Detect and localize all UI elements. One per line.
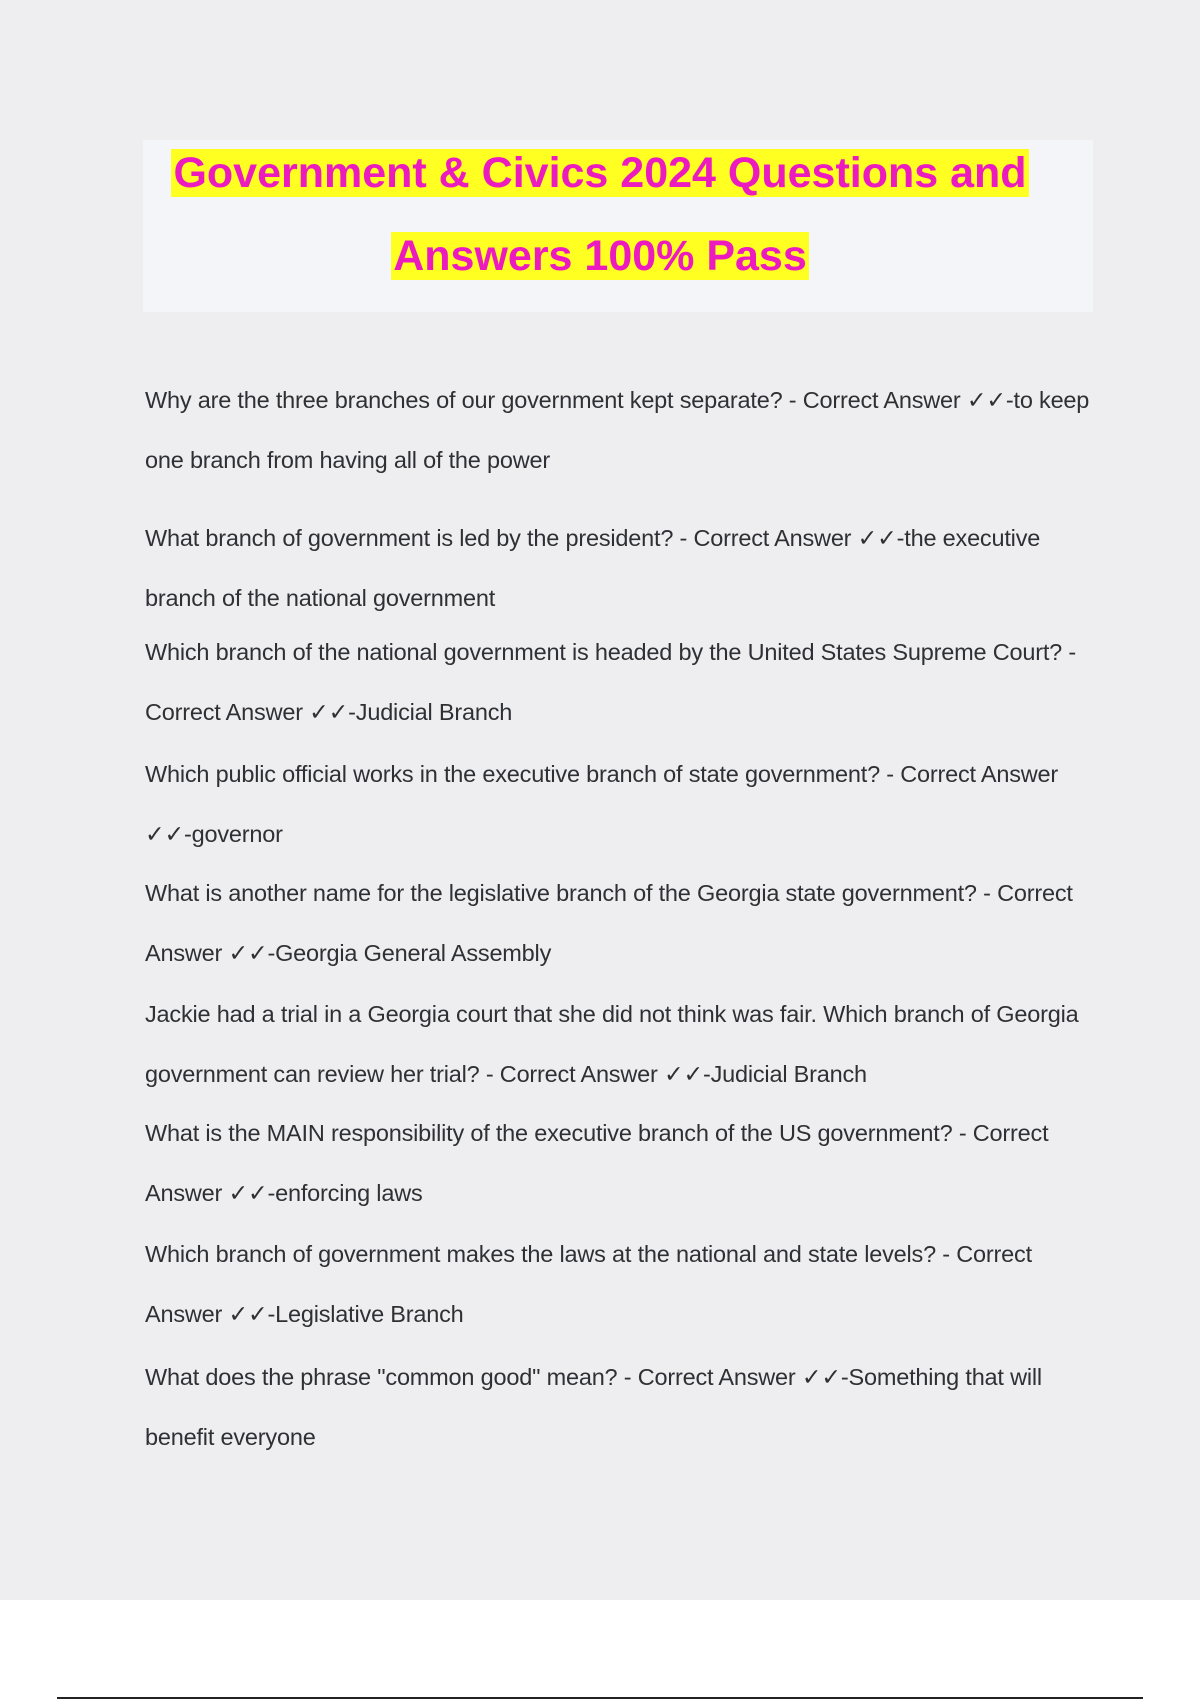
title-highlight-2: Answers 100% Pass (393, 232, 807, 280)
qa-item-6: Jackie had a trial in a Georgia court that she did not think was fair. Which branch of Georgia government can review her trial? - Correct Answer ✓✓-Judicial Branch (145, 1001, 1079, 1087)
qa-item-2: What branch of government is led by the president? - Correct Answer ✓✓-the executive branch of the national government (145, 525, 1041, 611)
qa-item-7: What is the MAIN responsibility of the executive branch of the US government? - Correct Answer ✓✓-enforcing laws (145, 1120, 1049, 1206)
qa-item-9: What does the phrase "common good" mean? - Correct Answer ✓✓-Something that will benefit everyone (145, 1364, 1042, 1450)
footer-divider (57, 1697, 1143, 1699)
document-title-line-1 (0, 146, 1200, 200)
document-title-line-2 (0, 229, 1200, 283)
qa-item-4: Which public official works in the executive branch of state government? - Correct Answer ✓✓-governor (145, 761, 1059, 847)
qa-item-1: Why are the three branches of our government kept separate? - Correct Answer ✓✓-to keep one branch from having all of the power (145, 387, 1090, 473)
title-highlight-1: Government & Civics 2024 Questions and (173, 149, 1027, 197)
qa-item-8: Which branch of government makes the laws at the national and state levels? - Correct Answer ✓✓-Legislative Branch (145, 1241, 1032, 1327)
qa-item-5: What is another name for the legislative branch of the Georgia state government? - Correct Answer ✓✓-Georgia General Assembly (145, 880, 1073, 966)
qa-item-3: Which branch of the national government is headed by the United States Supreme Court? - Correct Answer ✓✓-Judicial Branch (145, 639, 1076, 725)
